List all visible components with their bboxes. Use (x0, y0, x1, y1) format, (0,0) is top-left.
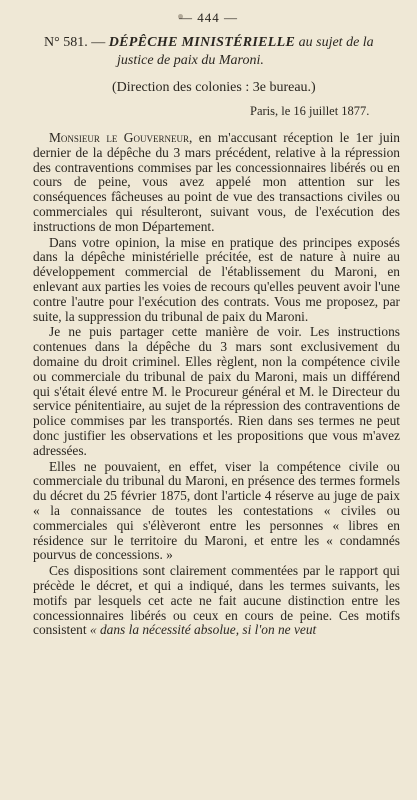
heading-subject-continued: justice de paix du Maroni. (117, 53, 264, 68)
heading-number: N° 581. (44, 35, 88, 50)
paragraph-2: Dans votre opinion, la mise en pratique des principes exposés dans la dépêche ministérielle précitée, est de nature à nuire au développement commercial de l'établissement du Maroni, en enlevant aux parties les voies de recours qu'elles peuvent avoir l'une contre l'autre pour l'exécution des contrats. Vous me proposez, par suite, la suppression du tribunal de paix du Maroni. (33, 234, 400, 324)
paragraph-5 (33, 564, 400, 638)
document-heading (44, 34, 394, 70)
paragraph-3: Je ne puis partager cette manière de voir. Les instructions contenues dans la dépêche du 3 mars sont exclusivement du domaine du droit criminel. Elles règlent, non la compétence civile ou commerciale du tribunal de paix du Maroni, mais un différend qui s'était élevé entre M. le Procureur général et M. le Directeur du service pénitentiaire, au sujet de la répression des contraventions de police commises par les transportés. Rien dans ses termes ne peut donc justifier les observations et les propositions que vous m'avez adressées. (33, 324, 400, 458)
direction-line: (Direction des colonies : 3e bureau.) (112, 80, 316, 95)
letter-body (33, 131, 400, 639)
paragraph-4: Elles ne pouvaient, en effet, viser la compétence civile ou commerciale du tribunal du Maroni, en présence des termes formels du décret du 25 février 1875, dont l'article 4 réserve au juge de paix « la connaissance de toutes les contestations « civiles ou commerciales qui s'élèveront entre les personnes « libres en résidence sur le territoire du Maroni, et entre les « condamnés pourvus de concessions. » (33, 458, 400, 563)
paragraph-1 (33, 131, 400, 235)
italic-quote: « dans la nécessité absolue, si l'on ne veut (89, 622, 317, 638)
page-number: — 444 — (179, 10, 238, 25)
dateline: Paris, le 16 juillet 1877. (250, 104, 370, 118)
salutation: Monsieur le Gouverneur, (49, 130, 193, 145)
heading-title: DÉPÊCHE MINISTÉRIELLE (108, 35, 296, 50)
paragraph-text: en m'accusant réception le 1er juin dernier de la dépêche du 3 mars précédent, relative à la répression des contraventions commises par les concessionnaires libérés ou en cours de peine, vous avez appelé mon attention sur les conséquences fâcheuses au point de vue des transactions civiles ou commerciales qui résulteront, suivant vous, de l'exécution des instructions de mon Département. (33, 130, 400, 234)
heading-dash: — (87, 35, 109, 50)
heading-subject: au sujet de la (295, 35, 374, 50)
paragraph-text: Ces dispositions sont clairement commentées par le rapport qui précède le décret, et qui a indiqué, dans les termes suivants, les motifs par lesquels cet acte ne fait aucune distinction entre les concessionnaires libérés ou ceux en cours de peine. Ces motifs consistent (33, 563, 400, 638)
